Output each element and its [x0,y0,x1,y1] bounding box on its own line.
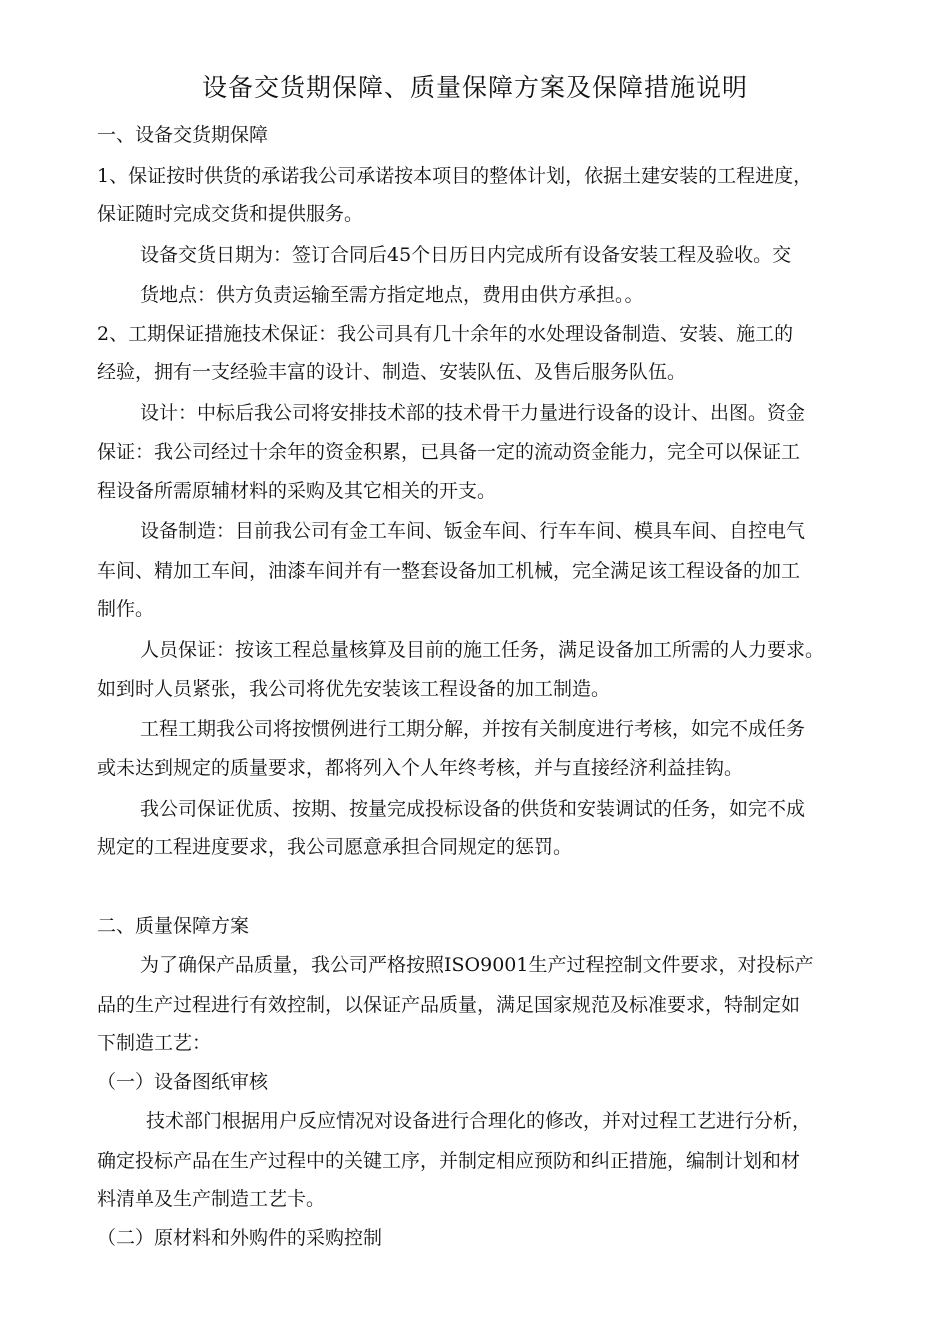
section-heading-quality: 二、质量保障方案 [97,915,250,937]
paragraph-line: 人员保证：按该工程总量核算及目前的施工任务，满足设备加工所需的人力要求。 [140,639,825,661]
paragraph-line: 技术部门根据用户反应情况对设备进行合理化的修改，并对过程工艺进行分析， [146,1110,812,1132]
paragraph-line: 如到时人员紧张，我公司将优先安装该工程设备的加工制造。 [97,678,611,700]
section-heading-delivery: 一、设备交货期保障 [97,124,269,146]
paragraph-line: 程设备所需原辅材料的采购及其它相关的开支。 [97,480,497,502]
paragraph-line: 为了确保产品质量，我公司严格按照ISO9001生产过程控制文件要求，对投标产 [140,954,814,976]
paragraph-line: 1、保证按时供货的承诺我公司承诺按本项目的整体计划，依据土建安装的工程进度， [97,165,813,187]
paragraph-line: 保证随时完成交货和提供服务。 [97,203,364,225]
paragraph-line: 货地点：供方负责运输至需方指定地点，费用由供方承担。。 [140,284,644,306]
paragraph-line: 确定投标产品在生产过程中的关键工序，并制定相应预防和纠正措施，编制计划和材 [97,1150,801,1172]
paragraph-line: 制作。 [97,598,155,620]
subsection-heading-drawing-review: （一）设备图纸审核 [97,1071,269,1093]
paragraph-line: 下制造工艺： [97,1032,212,1054]
paragraph-line: 设备制造：目前我公司有金工车间、钣金车间、行车车间、模具车间、自控电气 [140,520,806,542]
paragraph-line: 车间、精加工车间，油漆车间并有一整套设备加工机械，完全满足该工程设备的加工 [97,560,801,582]
paragraph-line: 规定的工程进度要求，我公司愿意承担合同规定的惩罚。 [97,836,573,858]
paragraph-line: 经验，拥有一支经验丰富的设计、制造、安装队伍、及售后服务队伍。 [97,361,687,383]
subsection-heading-procurement: （二）原材料和外购件的采购控制 [97,1227,383,1249]
paragraph-line: 品的生产过程进行有效控制，以保证产品质量，满足国家规范及标准要求，特制定如 [97,994,801,1016]
paragraph-line: 我公司保证优质、按期、按量完成投标设备的供货和安装调试的任务，如完不成 [140,798,806,820]
paragraph-line: 设备交货日期为：签订合同后45个日历日内完成所有设备安装工程及验收。交 [140,244,792,266]
paragraph-line: 工程工期我公司将按惯例进行工期分解，并按有关制度进行考核，如完不成任务 [140,718,806,740]
paragraph-line: 2、工期保证措施技术保证：我公司具有几十余年的水处理设备制造、安装、施工的 [97,323,794,345]
document-title: 设备交货期保障、质量保障方案及保障措施说明 [201,73,748,102]
paragraph-line: 或未达到规定的质量要求，都将列入个人年终考核，并与直接经济利益挂钩。 [97,757,744,779]
paragraph-line: 设计：中标后我公司将安排技术部的技术骨干力量进行设备的设计、出图。资金 [140,402,806,424]
paragraph-line: 保证：我公司经过十余年的资金积累，已具备一定的流动资金能力，完全可以保证工 [97,441,801,463]
paragraph-line: 料清单及生产制造工艺卡。 [97,1188,326,1210]
